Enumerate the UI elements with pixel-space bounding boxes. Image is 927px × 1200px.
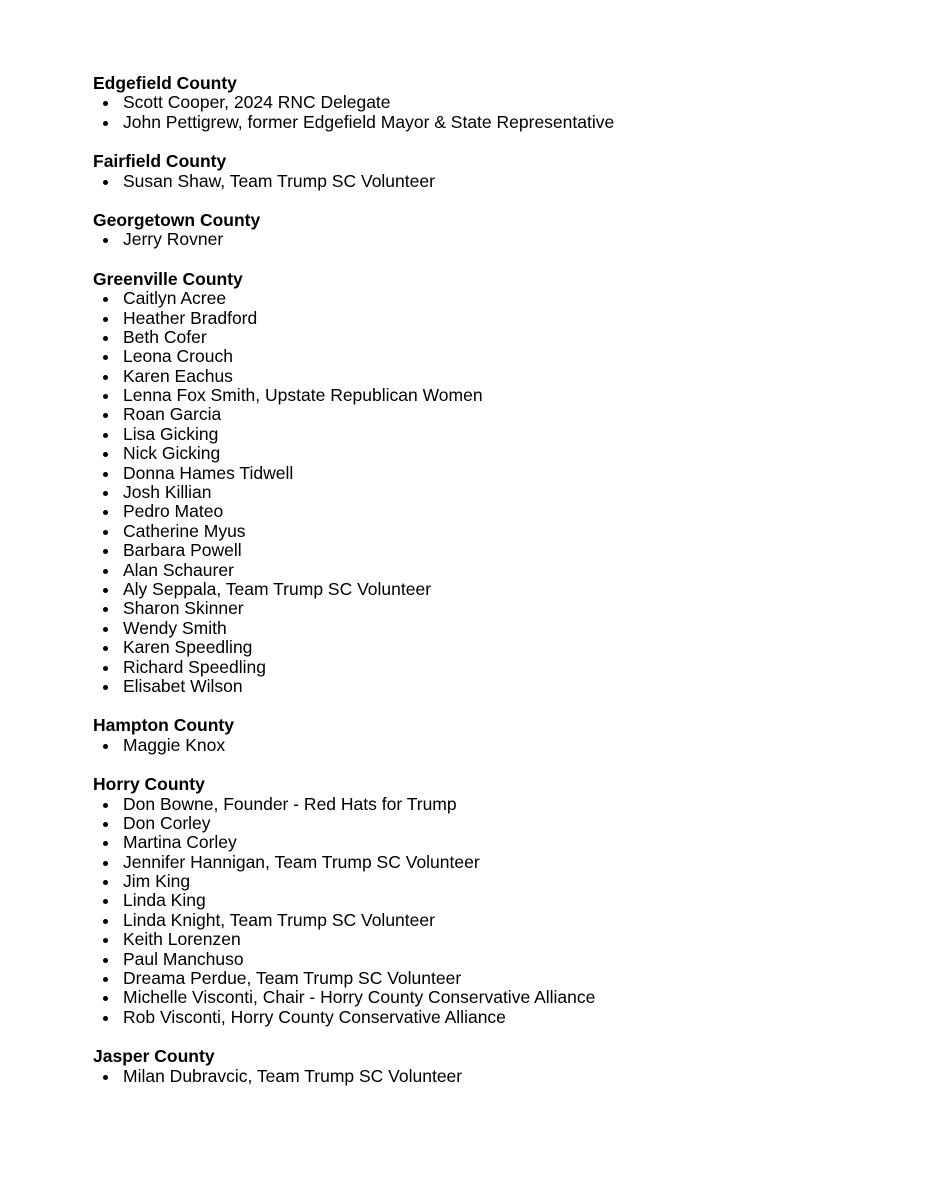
list-item: Jim King bbox=[93, 872, 893, 891]
list-item: Maggie Knox bbox=[93, 736, 893, 755]
list-item: Paul Manchuso bbox=[93, 950, 893, 969]
list-item: Lenna Fox Smith, Upstate Republican Women bbox=[93, 386, 893, 405]
entry-list bbox=[93, 736, 893, 755]
list-item: John Pettigrew, former Edgefield Mayor & State Representative bbox=[93, 113, 893, 132]
list-item: Nick Gicking bbox=[93, 444, 893, 463]
county-heading: Horry County bbox=[93, 774, 205, 795]
list-item: Aly Seppala, Team Trump SC Volunteer bbox=[93, 580, 893, 599]
list-item: Rob Visconti, Horry County Conservative Alliance bbox=[93, 1008, 893, 1027]
county-heading: Fairfield County bbox=[93, 151, 227, 172]
entry-list bbox=[93, 795, 893, 1028]
list-item: Jerry Rovner bbox=[93, 230, 893, 249]
list-item: Heather Bradford bbox=[93, 309, 893, 328]
document-body bbox=[93, 74, 893, 1106]
entry-list bbox=[93, 93, 893, 132]
list-item: Scott Cooper, 2024 RNC Delegate bbox=[93, 93, 893, 112]
list-item: Milan Dubravcic, Team Trump SC Volunteer bbox=[93, 1067, 893, 1086]
list-item: Donna Hames Tidwell bbox=[93, 464, 893, 483]
list-item: Sharon Skinner bbox=[93, 599, 893, 618]
list-item: Leona Crouch bbox=[93, 347, 893, 366]
entry-list bbox=[93, 289, 893, 696]
list-item: Catherine Myus bbox=[93, 522, 893, 541]
county-heading: Jasper County bbox=[93, 1046, 215, 1067]
list-item: Susan Shaw, Team Trump SC Volunteer bbox=[93, 172, 893, 191]
list-item: Josh Killian bbox=[93, 483, 893, 502]
county-section bbox=[93, 74, 893, 132]
county-section bbox=[93, 211, 893, 250]
list-item: Caitlyn Acree bbox=[93, 289, 893, 308]
list-item: Dreama Perdue, Team Trump SC Volunteer bbox=[93, 969, 893, 988]
county-section bbox=[93, 716, 893, 755]
list-item: Don Bowne, Founder - Red Hats for Trump bbox=[93, 795, 893, 814]
list-item: Richard Speedling bbox=[93, 658, 893, 677]
county-heading: Hampton County bbox=[93, 715, 234, 736]
county-heading: Edgefield County bbox=[93, 73, 237, 93]
list-item: Beth Cofer bbox=[93, 328, 893, 347]
list-item: Martina Corley bbox=[93, 833, 893, 852]
county-heading: Greenville County bbox=[93, 268, 243, 289]
list-item: Karen Eachus bbox=[93, 367, 893, 386]
list-item: Linda King bbox=[93, 891, 893, 910]
list-item: Alan Schaurer bbox=[93, 561, 893, 580]
list-item: Don Corley bbox=[93, 814, 893, 833]
county-heading: Georgetown County bbox=[93, 209, 261, 230]
entry-list bbox=[93, 1067, 893, 1086]
list-item: Linda Knight, Team Trump SC Volunteer bbox=[93, 911, 893, 930]
list-item: Roan Garcia bbox=[93, 405, 893, 424]
list-item: Michelle Visconti, Chair - Horry County Conservative Alliance bbox=[93, 988, 893, 1007]
entry-list bbox=[93, 230, 893, 249]
county-section bbox=[93, 270, 893, 697]
list-item: Karen Speedling bbox=[93, 638, 893, 657]
county-section bbox=[93, 1047, 893, 1086]
list-item: Jennifer Hannigan, Team Trump SC Volunteer bbox=[93, 853, 893, 872]
entry-list bbox=[93, 172, 893, 191]
list-item: Barbara Powell bbox=[93, 541, 893, 560]
list-item: Wendy Smith bbox=[93, 619, 893, 638]
list-item: Pedro Mateo bbox=[93, 502, 893, 521]
county-section bbox=[93, 775, 893, 1027]
list-item: Keith Lorenzen bbox=[93, 930, 893, 949]
list-item: Elisabet Wilson bbox=[93, 677, 893, 696]
list-item: Lisa Gicking bbox=[93, 425, 893, 444]
county-section bbox=[93, 152, 893, 191]
